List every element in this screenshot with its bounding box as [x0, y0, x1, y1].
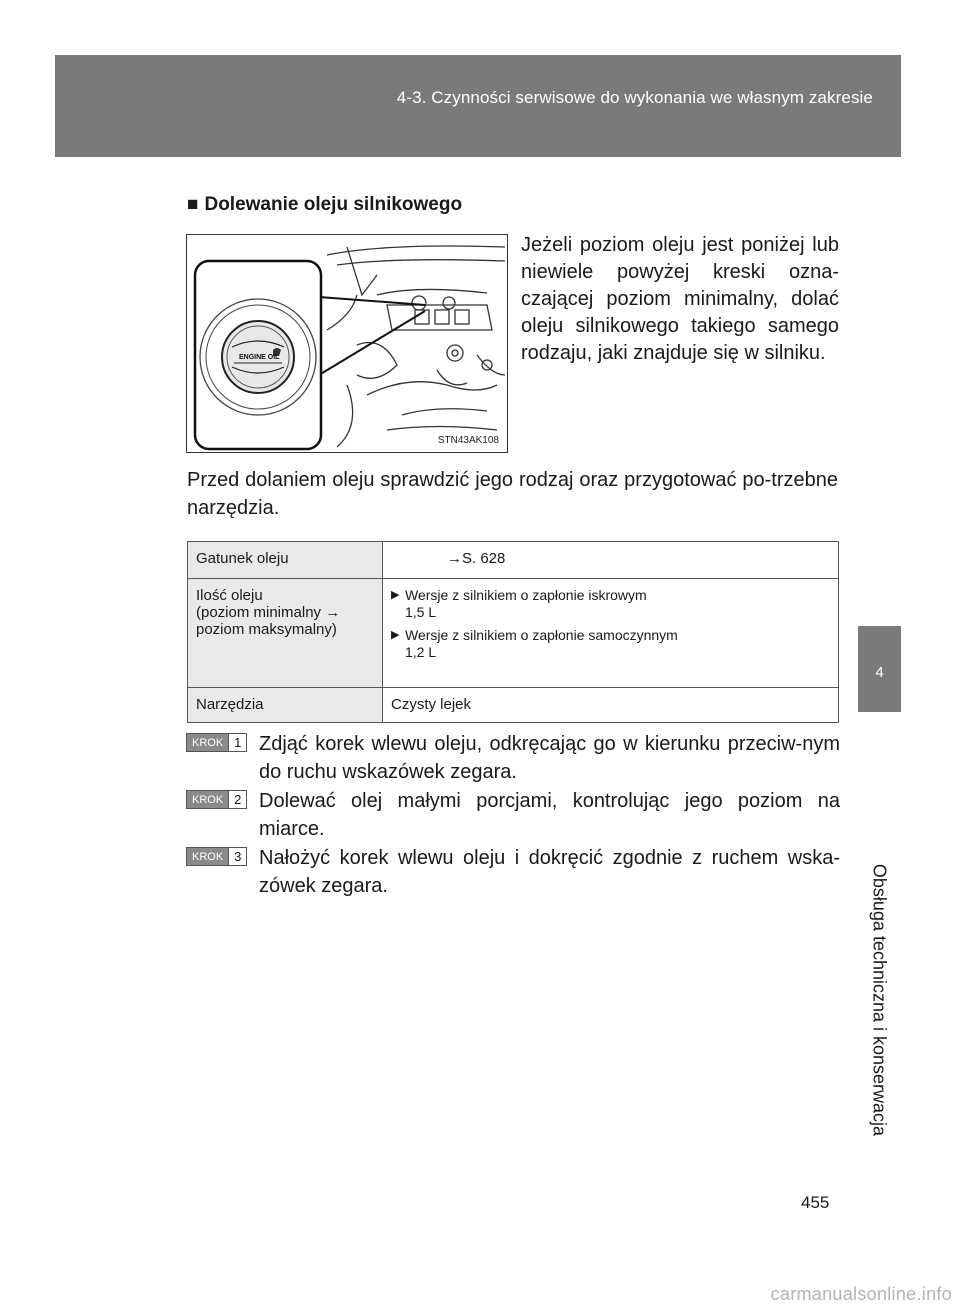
triangle-bullet-icon: ▶: [391, 629, 400, 641]
list-item: [391, 587, 830, 621]
chapter-title: 4-3. Czynności serwisowe do wykonania we własnym zakresie: [396, 88, 873, 107]
oil-quantity-label-line: poziom maksymalny): [196, 621, 337, 638]
table-row: [188, 688, 839, 723]
step-badge-number: 1: [228, 734, 246, 751]
table-row: [188, 542, 839, 579]
chapter-side-label: Obsługa techniczna i konserwacja: [869, 863, 890, 1137]
oil-spec-table: [187, 541, 839, 723]
step-2: [186, 787, 840, 843]
diesel-engine-label: Wersje z silnikiem o zapłonie samoczynnym: [405, 627, 678, 643]
step-text: Dolewać olej małymi porcjami, kontrolując jego poziom na miarce.: [259, 790, 840, 840]
step-text: Nałożyć korek wlewu oleju i dokręcić zgodnie z ruchem wska-zówek zegara.: [259, 847, 840, 897]
oil-type-value: [383, 542, 839, 579]
step-badge-word: KROK: [187, 791, 228, 808]
step-3: [186, 844, 840, 900]
section-heading-text: Dolewanie oleju silnikowego: [204, 194, 463, 215]
step-badge-number: 3: [228, 848, 246, 865]
petrol-engine-value: 1,5 L: [405, 604, 437, 620]
preparation-paragraph: Przed dolaniem oleju sprawdzić jego rodzaj oraz przygotować po-trzebne narzędzia.: [187, 469, 838, 519]
tools-value: Czysty lejek: [383, 688, 839, 723]
table-row: [188, 579, 839, 688]
step-text: Zdjąć korek wlewu oleju, odkręcając go w kierunku przeciw-nym do ruchu wskazówek zegara.: [259, 733, 840, 783]
tools-label: Narzędzia: [188, 688, 383, 723]
step-badge-number: 2: [228, 791, 246, 808]
step-badge-word: KROK: [187, 848, 228, 865]
step-badge-word: KROK: [187, 734, 228, 751]
intro-paragraph: Jeżeli poziom oleju jest poniżej lub niewiele powyżej kreski ozna-czającej poziom minimalny, dolać oleju silnikowego takiego samego rodzaju, jaki znajduje się w silniku.: [521, 234, 839, 364]
step-badge: [186, 733, 247, 752]
oil-type-reference: →S. 628: [447, 550, 506, 567]
section-heading: [187, 194, 462, 216]
illustration-code: STN43AK108: [437, 435, 499, 446]
oil-quantity-values: [383, 579, 839, 688]
step-badge: [186, 790, 247, 809]
watermark: carmanualsonline.info: [770, 1284, 952, 1304]
oil-type-label: Gatunek oleju: [188, 542, 383, 579]
chapter-tab: [858, 626, 901, 712]
cap-lettering: ENGINE OIL: [239, 354, 280, 361]
triangle-bullet-icon: ▶: [391, 589, 400, 601]
chapter-number: 4: [875, 664, 884, 681]
list-item: [391, 627, 830, 661]
page-number: 455: [801, 1193, 830, 1212]
step-badge: [186, 847, 247, 866]
oil-cap-illustration: [186, 234, 508, 453]
diesel-engine-value: 1,2 L: [405, 644, 437, 660]
oil-quantity-label: [188, 579, 383, 688]
oil-quantity-label-line: Ilość oleju: [196, 587, 263, 604]
oil-quantity-label-line: (poziom minimalny →: [196, 604, 341, 621]
petrol-engine-label: Wersje z silnikiem o zapłonie iskrowym: [405, 587, 647, 603]
square-bullet-icon: ■: [187, 194, 199, 215]
engine-bay-drawing: [187, 235, 507, 452]
chapter-header: [55, 55, 901, 157]
step-1: [186, 730, 840, 786]
